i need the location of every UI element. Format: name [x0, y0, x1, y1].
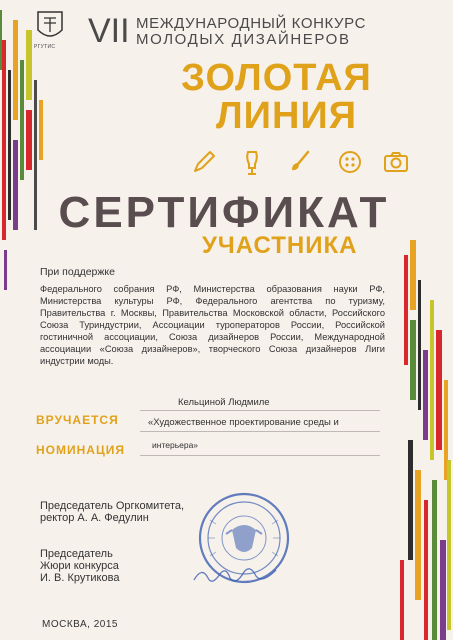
jury-title-1: Председатель	[40, 548, 113, 560]
contest-name-line1: ЗОЛОТАЯ	[181, 57, 372, 99]
contest-title-line1: МЕЖДУНАРОДНЫЙ КОНКУРС	[136, 15, 367, 32]
recipient-underline	[140, 410, 380, 411]
nomination-text-line1: «Художественное проектирование среды и	[148, 417, 339, 428]
design-icons-row	[190, 148, 410, 176]
nomination-text-line2: интерьера»	[152, 440, 199, 450]
brush-icon	[286, 148, 314, 176]
handwritten-signature	[190, 560, 280, 590]
pencil-icon	[190, 148, 218, 176]
certificate-subtitle: УЧАСТНИКА	[202, 232, 358, 259]
certificate-title: СЕРТИФИКАТ	[58, 188, 390, 237]
award-label: ВРУЧАЕТСЯ	[36, 413, 119, 427]
nomination-underline-1	[140, 431, 380, 432]
contest-edition-numeral: VII	[88, 12, 130, 50]
mannequin-icon	[238, 148, 266, 176]
support-paragraph: Федерального собрания РФ, Министерства образования науки РФ, Министерства культуры РФ, Федерального агентства по туризму, Правительства г. Москвы, Правительства Московской области, Российского Союза Туриндустрии, Ассоциации туроператоров России, Российской гостиничной ассоциации, Союза дизайнеров России, Международной ассоциации «Союза дизайнеров», творческого Союза дизайнеров Лиги индустрии моды.	[40, 284, 385, 366]
recipient-name: Кельциной Людмиле	[178, 397, 270, 408]
nomination-label: НОМИНАЦИЯ	[36, 443, 125, 457]
jury-signature	[40, 548, 119, 584]
chair-name: ректор А. А. Федулин	[40, 512, 149, 524]
contest-title-line2: МОЛОДЫХ ДИЗАЙНЕРОВ	[136, 31, 351, 48]
contest-name-line2: ЛИНИЯ	[215, 95, 358, 137]
jury-title-2: Жюри конкурса	[40, 560, 119, 572]
camera-icon	[382, 148, 410, 176]
logo-caption: РГУТИС	[34, 44, 56, 50]
footer-place-year: МОСКВА, 2015	[42, 619, 118, 630]
button-icon	[336, 148, 364, 176]
organizing-committee-signature	[40, 500, 184, 524]
chair-title: Председатель Оргкомитета,	[40, 500, 185, 512]
jury-chair-name: И. В. Крутикова	[40, 572, 120, 584]
nomination-underline-2	[140, 455, 380, 456]
university-logo	[34, 8, 66, 48]
support-intro: При поддержке	[40, 266, 115, 278]
